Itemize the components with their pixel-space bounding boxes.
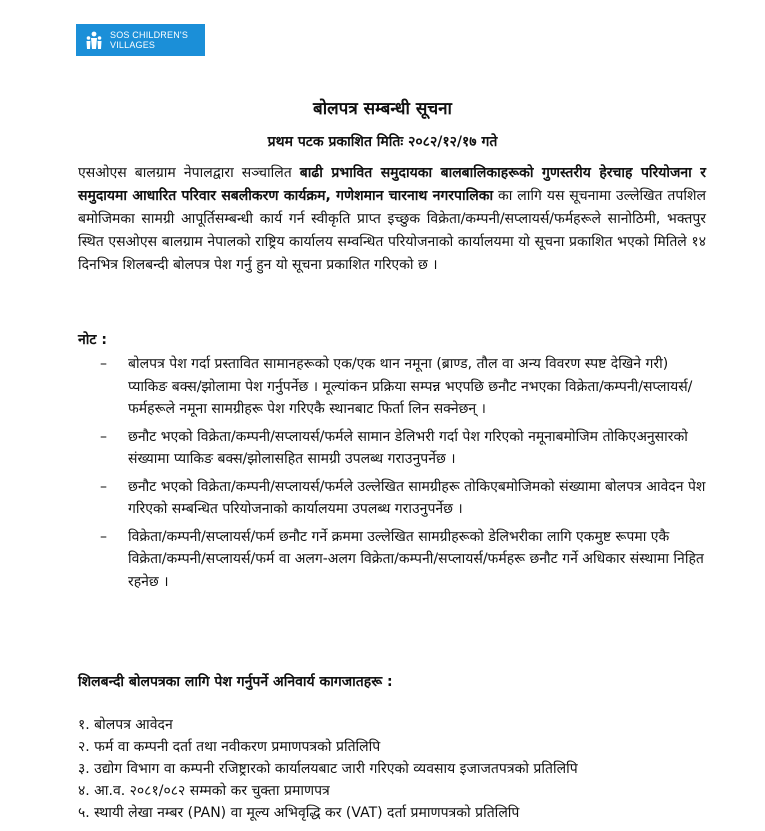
intro-text-1: एसओएस बालग्राम नेपालद्वारा सञ्चालित <box>78 165 300 181</box>
documents-heading: शिलबन्दी बोलपत्रका लागि पेश गर्नुपर्ने अनिवार्य कागजातहरू : <box>78 674 393 690</box>
publication-date: प्रथम पटक प्रकाशित मितिः २०८२/१२/१७ गते <box>267 134 498 150</box>
document-item: ५. स्थायी लेखा नम्बर (PAN) वा मूल्य अभिवृद्धि कर (VAT) दर्ता प्रमाणपत्रको प्रतिलिपि <box>78 805 520 821</box>
documents-list <box>78 714 706 824</box>
family-icon <box>84 30 104 50</box>
note-text: विक्रेता/कम्पनी/सप्लायर्स/फर्म छनौट गर्ने क्रममा उल्लेखित सामग्रीहरूको डेलिभरीका लागि एकमुष्ट रूपमा एकै विक्रेता/कम्पनी/सप्लायर्स/फर्म वा अलग-अलग विक्रेता/कम्पनी/सप्लायर्स/फर्महरू छनौट गर्ने अधिकार संस्थामा निहित रहनेछ । <box>128 528 704 590</box>
notes-heading: नोट : <box>78 332 107 348</box>
sos-childrens-villages-logo <box>76 24 205 56</box>
dash-bullet: – <box>100 528 107 545</box>
note-item <box>100 476 706 521</box>
note-text: बोलपत्र पेश गर्दा प्रस्तावित सामानहरूको एक/एक थान नमूना (ब्राण्ड, तौल वा अन्य विवरण स्पष्ट देखिने गरी) प्याकिङ बक्स/झोलामा पेश गर्नुपर्नेछ । मूल्यांकन प्रक्रिया सम्पन्न भएपछि छनौट नभएका विक्रेता/कम्पनी/सप्लायर्स/फर्महरूले नमूना सामग्रीहरू पेश गरिएकै स्थानबाट फिर्ता लिन सक्नेछन् । <box>128 356 693 417</box>
notice-title: बोलपत्र सम्बन्धी सूचना <box>313 99 452 119</box>
note-text: छनौट भएको विक्रेता/कम्पनी/सप्लायर्स/फर्मले उल्लेखित सामग्रीहरू तोकिएबमोजिमको संख्यामा बोलपत्र आवेदन पेश गरिएको सम्बन्धित परियोजनाको कार्यालयमा उपलब्ध गराउनुपर्नेछ । <box>128 478 706 517</box>
logo-line-1: SOS CHILDREN'S <box>110 30 189 40</box>
intro-paragraph <box>78 162 706 277</box>
dash-bullet: – <box>100 356 107 372</box>
dash-bullet: – <box>100 428 107 445</box>
note-item <box>100 426 706 471</box>
note-item <box>100 353 706 421</box>
note-item <box>100 526 706 594</box>
dash-bullet: – <box>100 478 107 495</box>
intro-text-2: का लागि यस सूचनामा उल्लेखित तपशिल बमोजिमका सामग्री आपूर्तिसम्बन्धी कार्य गर्न स्वीकृति प्राप्त इच्छुक विक्रेता/कम्पनी/सप्लायर्स/फर्महरूले सानोठिमी, भक्तपुर स्थित एसओएस बालग्राम नेपालको राष्ट्रिय कार्यालय सम्वन्धित परियोजनाको कार्यालयमा यो सूचना प्रकाशित भएको मितिले १४ दिनभित्र शिलबन्दी बोलपत्र पेश गर्नु हुन यो सूचना प्रकाशित गरिएको छ । <box>78 188 706 273</box>
document-item: ४. आ.व. २०८१/०८२ सम्मको कर चुक्ता प्रमाणपत्र <box>78 783 330 799</box>
intro-project-name: बाढी प्रभावित समुदायका बालबालिकाहरूको गुणस्तरीय हेरचाह परियोजना र समुदायमा आधारित परिवार सबलीकरण कार्यक्रम, गणेशमान चारनाथ नगरपालिका <box>78 165 707 204</box>
note-text: छनौट भएको विक्रेता/कम्पनी/सप्लायर्स/फर्मले सामान डेलिभरी गर्दा पेश गरिएको नमूनाबमोजिम तोकिएअनुसारको संख्यामा प्याकिङ बक्स/झोलासहित सामग्री उपलब्ध गराउनुपर्नेछ । <box>128 428 688 467</box>
logo-text <box>110 30 188 50</box>
document-item: २. फर्म वा कम्पनी दर्ता तथा नवीकरण प्रमाणपत्रको प्रतिलिपि <box>78 739 381 755</box>
document-item: १. बोलपत्र आवेदन <box>78 717 173 733</box>
notes-list <box>100 353 706 598</box>
logo-line-2: VILLAGES <box>110 40 156 50</box>
document-item: ३. उद्योग विभाग वा कम्पनी रजिष्ट्रारको कार्यालयबाट जारी गरिएको व्यवसाय इजाजतपत्रको प्रतिलिपि <box>78 761 578 777</box>
